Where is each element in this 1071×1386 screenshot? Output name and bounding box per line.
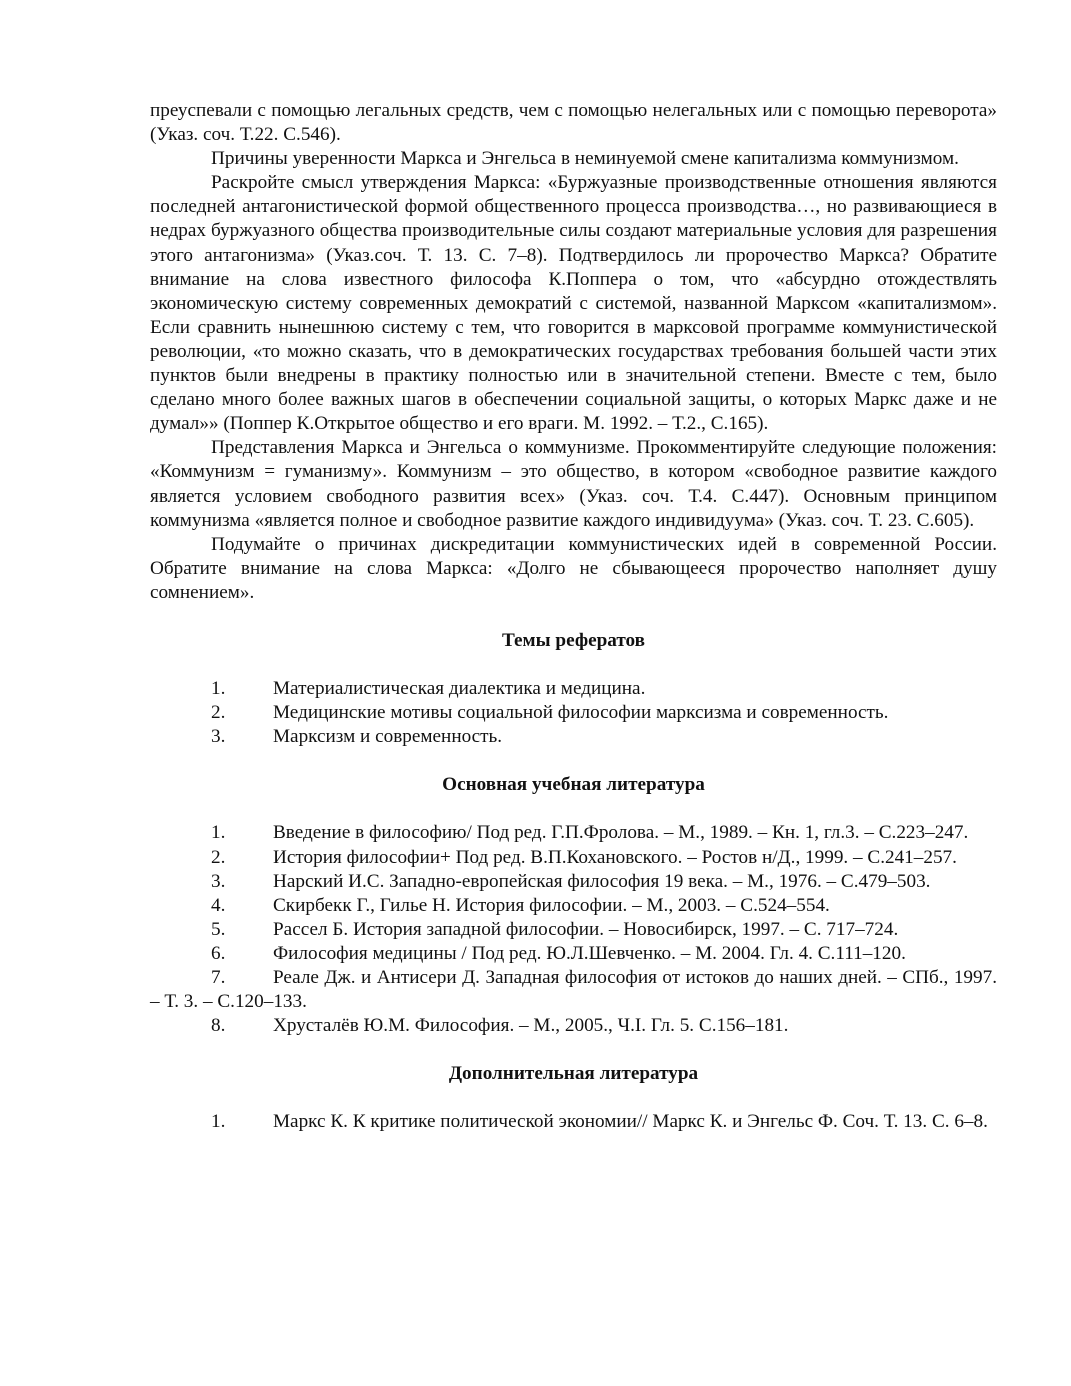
main-literature-list xyxy=(150,821,997,1038)
list-item-number: 3. xyxy=(211,870,226,892)
list-item-text: Материалистическая диалектика и медицина. xyxy=(273,678,646,700)
list-item-text: Скирбекк Г., Гилье Н. История философии. – М., 2003. – С.524–554. xyxy=(273,894,830,916)
list-item-number: 7. xyxy=(211,967,226,988)
list-item-number: 8. xyxy=(211,1015,226,1037)
list-item-number: 4. xyxy=(211,894,226,916)
list-item xyxy=(150,894,997,918)
topics-heading: Темы рефератов xyxy=(501,629,646,651)
list-item xyxy=(150,821,997,845)
list-item-text: Медицинские мотивы социальной философии марксизма и современность. xyxy=(273,702,889,724)
list-item-number: 1. xyxy=(211,1111,226,1133)
list-item-number: 5. xyxy=(211,918,226,940)
list-item xyxy=(150,966,997,1014)
list-item-text: Марксизм и современность. xyxy=(273,726,503,748)
extra-literature-list xyxy=(150,1110,997,1134)
list-item-text: Хрусталёв Ю.М. Философия. – М., 2005., Ч.I. Гл. 5. С.156–181. xyxy=(273,1015,789,1037)
topics-list xyxy=(150,677,997,749)
paragraph-reasons: Причины уверенности Маркса и Энгельса в неминуемой смене капитализма коммунизмом. xyxy=(211,148,959,170)
paragraph-continuation: преуспевали с помощью легальных средств, чем с помощью нелегальных или с помощью переворота» (Указ. соч. Т.22. С.546). xyxy=(150,100,997,146)
list-item-number: 3. xyxy=(211,726,226,748)
list-item xyxy=(150,846,997,870)
main-literature-heading: Основная учебная литература xyxy=(442,774,705,796)
list-item-text: Введение в философию/ Под ред. Г.П.Фролова. – М., 1989. – Кн. 1, гл.3. – С.223–247. xyxy=(273,822,969,844)
paragraph-marx-statement: Раскройте смысл утверждения Маркса: «Буржуазные производственные отношения являются последней антагонистической формой общественного процесса производства…, но развивающиеся в недрах буржуазного общества производительные силы создают материальные условия для разрешения этого антагонизма» (Указ.соч. Т. 13. С. 7–8). Подтвердилось ли пророчество Маркса? Обратите внимание на слова известного философа К.Поппера о том, что «абсурдно отождествлять экономическую систему современных демократий с системой, названной Марксом «капитализмом». Если сравнить нынешнюю систему с тем, что говорится в марксовой программе коммунистической революции, «то можно сказать, что в демократических государствах требования большей части этих пунктов были внедрены в практику полностью или в значительной степени. Вместе с тем, было сделано много более важных шагов в обеспечении социальной защиты, о которых Маркс даже и не думал»» (Поппер К.Открытое общество и его враги. М. 1992. – Т.2., С.165). xyxy=(150,172,997,435)
list-item-number: 6. xyxy=(211,942,226,964)
list-item xyxy=(150,942,997,966)
list-item-number: 1. xyxy=(211,678,226,700)
list-item-number: 1. xyxy=(211,822,226,844)
list-item-number: 2. xyxy=(211,702,226,724)
list-item-text: Маркс К. К критике политической экономии// Маркс К. и Энгельс Ф. Соч. Т. 13. С. 6–8. xyxy=(273,1111,988,1133)
list-item xyxy=(150,677,997,701)
list-item xyxy=(150,725,997,749)
extra-literature-heading: Дополнительная литература xyxy=(448,1063,699,1085)
list-item xyxy=(150,701,997,725)
list-item xyxy=(150,870,997,894)
list-item-text: Реале Дж. и Антисери Д. Западная философия от истоков до наших дней. – СПб., 1997. – Т. 3. – С.120–133. xyxy=(150,967,997,1013)
list-item-text: Философия медицины / Под ред. Ю.Л.Шевченко. – М. 2004. Гл. 4. С.111–120. xyxy=(273,942,906,964)
list-item xyxy=(150,1110,997,1134)
list-item xyxy=(150,918,997,942)
paragraph-communism-views: Представления Маркса и Энгельса о коммунизме. Прокомментируйте следующие положения: «Коммунизм = гуманизму». Коммунизм – это общество, в котором «свободное развитие каждого является условием свободного развития всех» (Указ. соч. Т.4. С.447). Основным принципом коммунизма «является полное и свободное развитие каждого индивидуума» (Указ. соч. Т. 23. С.605). xyxy=(150,437,997,531)
list-item-number: 2. xyxy=(211,846,226,868)
list-item-text: Рассел Б. История западной философии. – Новосибирск, 1997. – С. 717–724. xyxy=(273,918,899,940)
paragraph-discreditation: Подумайте о причинах дискредитации коммунистических идей в современной России. Обратите внимание на слова Маркса: «Долго не сбывающееся пророчество наполняет душу сомнением». xyxy=(150,533,997,603)
list-item xyxy=(150,1014,997,1038)
list-item-text: История философии+ Под ред. В.П.Кохановского. – Ростов н/Д., 1999. – С.241–257. xyxy=(273,846,957,868)
list-item-text: Нарский И.С. Западно-европейская философия 19 века. – М., 1976. – С.479–503. xyxy=(273,870,931,892)
